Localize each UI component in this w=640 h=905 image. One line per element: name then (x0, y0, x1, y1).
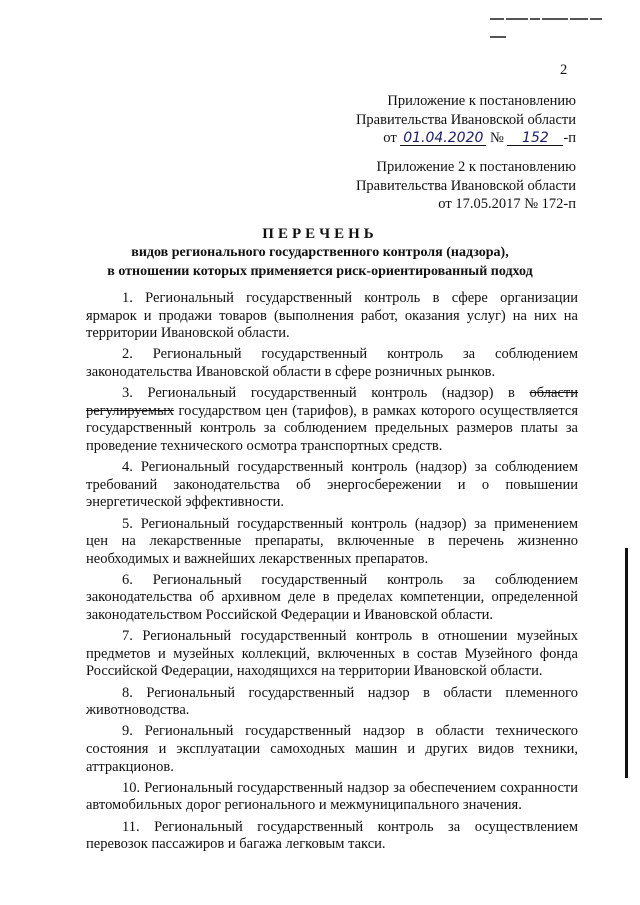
document-title (0, 224, 640, 281)
list-item: 9. Региональный государственный надзор в области технического состояния и эксплуатации самоходных машин и других видов техники, аттракционов. (86, 723, 578, 775)
list-item: 6. Региональный государственный контроль за соблюдением законодательства об архивном деле в пределах компетенции, определенной законодательством Российской Федерации и Ивановской области. (86, 571, 578, 624)
document-body (86, 290, 578, 857)
list-item: 1. Региональный государственный контроль в сфере организации ярмарок и продажи товаров (выполнения работ, оказания услуг) на них на территории Ивановской области. (86, 290, 578, 342)
struck-text: области (529, 385, 578, 402)
appendix-line: Правительства Ивановской области (355, 111, 576, 128)
title-subtitle: в отношении которых применяется риск-ориентированный подход (107, 263, 533, 279)
list-item: 8. Региональный государственный надзор в области племенного животноводства. (86, 684, 578, 719)
list-item: 4. Региональный государственный контроль (надзор) за соблюдением требований законодательства об энергосбережении и о повышении энергетической эффективности. (86, 459, 578, 511)
number-suffix: -п (563, 130, 576, 146)
list-item: 10. Региональный государственный надзор за обеспечением сохранности автомобильных дорог регионального и межмуниципального значения. (86, 779, 578, 814)
number-sign: № (489, 130, 504, 146)
appendix-current (356, 92, 576, 148)
handwritten-number: 152 (507, 131, 563, 146)
page-number: 2 (560, 62, 568, 78)
list-item: 2. Региональный государственный контроль за соблюдением законодательства Ивановской области в сфере розничных рынков. (86, 346, 578, 380)
list-item: 11. Региональный государственный контроль за осуществлением перевозок пассажиров и багажа легковым такси. (86, 818, 578, 853)
from-label: от (383, 130, 397, 146)
list-item: 7. Региональный государственный контроль в отношении музейных предметов и музейных коллекций, включенных в состав Музейного фонда Российской Федерации, находящихся на территории Ивановской области. (86, 628, 578, 680)
title-subtitle: видов регионального государственного контроля (надзора), (131, 245, 509, 260)
appendix-line: Приложение к постановлению (387, 93, 576, 109)
appendix-line: от 17.05.2017 № 172-п (438, 196, 576, 212)
item-text: 3. Региональный государственный контроль (надзор) в (122, 385, 530, 402)
list-item: 5. Региональный государственный контроль (надзор) за применением цен на лекарственные препараты, включенные в перечень жизненно необходимых и важнейших лекарственных препаратов. (86, 515, 578, 567)
title-heading: ПЕРЕЧЕНЬ (262, 226, 378, 242)
stamp-marks (490, 10, 620, 18)
item-text: государством цен (тарифов), в рамках которого осуществляется государственный контроль за соблюдением предельных размеров платы за проведение технического осмотра транспортных средств. (86, 402, 578, 454)
struck-text: регулируемых (86, 402, 174, 419)
appendix-line: Правительства Ивановской области (355, 177, 576, 194)
appendix-line: Приложение 2 к постановлению (376, 159, 576, 175)
list-item (86, 385, 578, 455)
scan-margin-line (625, 548, 628, 778)
appendix-previous (356, 158, 576, 214)
handwritten-date: 01.04.2020 (400, 131, 486, 146)
appendix-date-line (356, 129, 576, 148)
